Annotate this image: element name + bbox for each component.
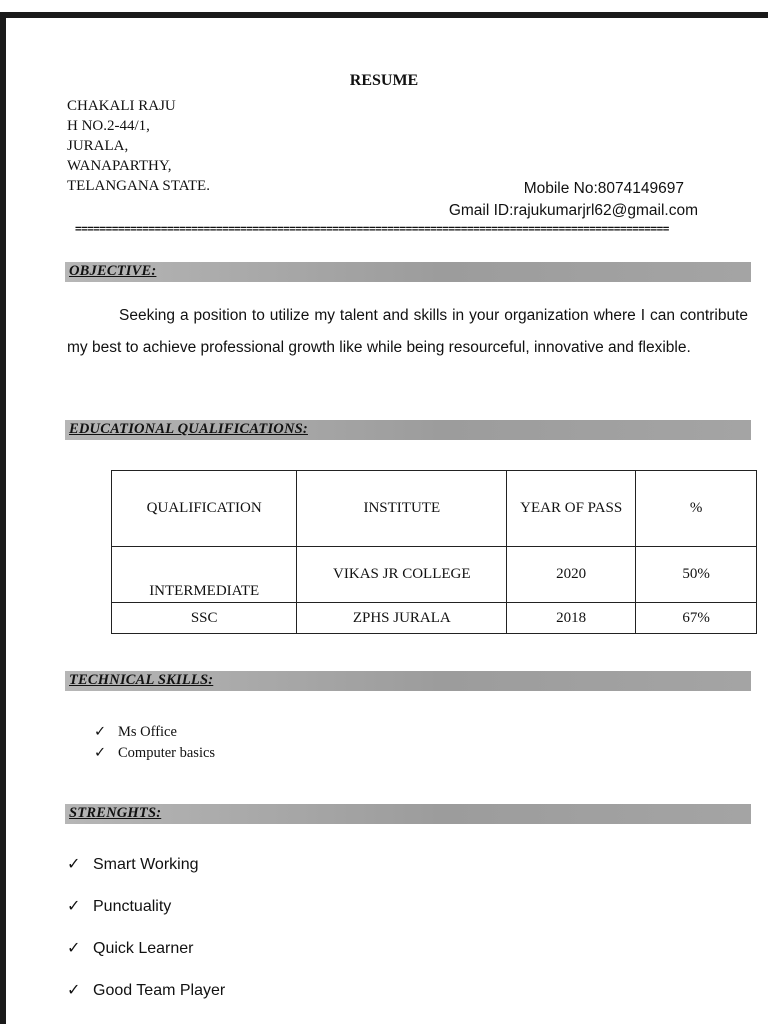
objective-heading-bar — [65, 262, 751, 282]
technical-skills-heading: TECHNICAL SKILLS: — [69, 672, 214, 688]
address-village: JURALA, — [67, 138, 129, 154]
address-name: CHAKALI RAJU — [67, 98, 176, 114]
strengths-heading-bar — [65, 804, 751, 824]
list-item-label: Smart Working — [93, 856, 199, 873]
table-cell: ZPHS JURALA — [297, 603, 507, 634]
list-item-label: Ms Office — [118, 724, 177, 740]
address-state: TELANGANA STATE. — [67, 178, 210, 194]
strengths-heading: STRENGHTS: — [69, 805, 162, 821]
education-table — [111, 470, 757, 634]
email-address: Gmail ID:rajukumarjrl62@gmail.com — [448, 202, 698, 219]
mobile-number: Mobile No:8074149697 — [523, 180, 684, 197]
table-cell: VIKAS JR COLLEGE — [297, 547, 507, 603]
strengths-list — [67, 854, 225, 1022]
column-header: INSTITUTE — [297, 471, 507, 547]
table-cell: 67% — [636, 603, 757, 634]
list-item-label: Good Team Player — [93, 982, 226, 999]
education-heading-bar — [65, 420, 751, 440]
table-row — [112, 547, 757, 603]
column-header: YEAR OF PASS — [507, 471, 636, 547]
address-block — [67, 96, 210, 196]
list-item — [94, 722, 215, 743]
column-header: QUALIFICATION — [112, 471, 297, 547]
list-item — [94, 743, 215, 764]
objective-text: Seeking a position to utilize my talent and skills in your organization where I can contribute my best to achieve professional growth like while being resourceful, innovative and flexible. — [67, 307, 748, 356]
table-header-row — [112, 471, 757, 547]
table-cell: SSC — [112, 603, 297, 634]
table-cell: 50% — [636, 547, 757, 603]
list-item — [67, 938, 225, 980]
checkmark-icon: ✓ — [94, 724, 107, 740]
resume-title: RESUME — [349, 72, 419, 89]
table-row — [112, 603, 757, 634]
separator-line: ================================================================================================= — [75, 222, 669, 235]
list-item — [67, 980, 225, 1022]
checkmark-icon: ✓ — [67, 856, 81, 873]
checkmark-icon: ✓ — [94, 745, 107, 761]
list-item-label: Punctuality — [93, 898, 172, 915]
table-cell: 2018 — [507, 603, 636, 634]
objective-heading: OBJECTIVE: — [69, 263, 157, 279]
checkmark-icon: ✓ — [67, 898, 81, 915]
address-district: WANAPARTHY, — [67, 158, 172, 174]
address-house-no: H NO.2-44/1, — [67, 118, 150, 134]
column-header: % — [636, 471, 757, 547]
list-item — [67, 854, 225, 896]
list-item — [67, 896, 225, 938]
table-cell: INTERMEDIATE — [112, 547, 297, 603]
table-cell: 2020 — [507, 547, 636, 603]
contact-block — [449, 178, 698, 222]
list-item-label: Quick Learner — [93, 940, 194, 957]
checkmark-icon: ✓ — [67, 940, 81, 957]
education-heading: EDUCATIONAL QUALIFICATIONS: — [69, 421, 308, 437]
list-item-label: Computer basics — [118, 745, 216, 761]
technical-skills-heading-bar — [65, 671, 751, 691]
checkmark-icon: ✓ — [67, 982, 81, 999]
technical-skills-list — [94, 722, 215, 764]
